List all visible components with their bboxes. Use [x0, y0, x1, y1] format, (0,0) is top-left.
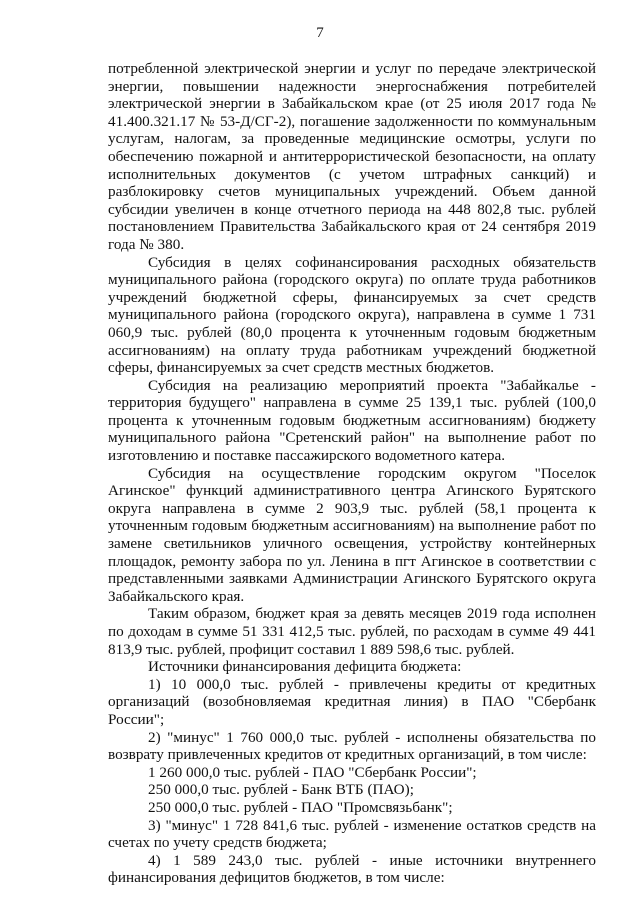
document-body	[108, 60, 596, 887]
list-item-credits-repaid: 2) "минус" 1 760 000,0 тыс. рублей - исполнены обязательства по возврату привлеченных кредитов от кредитных организаций, в том числе:	[108, 728, 596, 764]
paragraph-subsidy-energy: потребленной электрической энергии и услуг по передаче электрической энергии, повышении надежности энергоснабжения потребителей электрической энергии в Забайкальском крае (от 25 июля 2017 года № 41.400.321.17 № 53-Д/СГ-2), погашение задолженности по коммунальным услугам, налогам, за проведенные медицинские осмотры, услуги по обеспечению пожарной и антитеррористической безопасности, на оплату исполнительных документов (с учетом штрафных санкций) и разблокировку счетов муниципальных учреждений. Объем данной субсидии увеличен в конце отчетного периода на 448 802,8 тыс. рублей постановлением Правительства Забайкальского края от 24 сентября 2019 года № 380.	[108, 60, 596, 253]
list-subitem-promsvyazbank: 250 000,0 тыс. рублей - ПАО "Промсвязьбанк";	[148, 798, 453, 816]
list-item-balance-change: 3) "минус" 1 728 841,6 тыс. рублей - изменение остатков средств на счетах по учету средств бюджета;	[108, 816, 596, 852]
paragraph-subsidy-aginskoe: Субсидия на осуществление городским округом "Поселок Агинское" функций административного центра Агинского Бурятского округа направлена в сумме 2 903,9 тыс. рублей (58,1 процента к уточненным годовым бюджетным ассигнованиям) на выполнение работ по замене светильников уличного освещения, устройству контейнерных площадок, ремонту забора по ул. Ленина в пгт Агинское в соответствии с представленными заявками Администрации Агинского Бурятского округа Забайкальского края.	[108, 464, 596, 605]
paragraph-budget-summary: Таким образом, бюджет края за девять месяцев 2019 года исполнен по доходам в сумме 51 331 412,5 тыс. рублей, по расходам в сумме 49 441 813,9 тыс. рублей, профицит составил 1 889 598,6 тыс. рублей.	[108, 605, 596, 658]
list-item-credits-attracted: 1) 10 000,0 тыс. рублей - привлечены кредиты от кредитных организаций (возобновляемая кредитная линия) в ПАО "Сбербанк России";	[108, 675, 596, 728]
list-subitem-vtb: 250 000,0 тыс. рублей - Банк ВТБ (ПАО);	[148, 781, 414, 799]
paragraph-subsidy-zabaikalye-project: Субсидия на реализацию мероприятий проекта "Забайкалье - территория будущего" направлена в сумме 25 139,1 тыс. рублей (100,0 процента к уточненным годовым бюджетным ассигнованиям) бюджету муниципального района "Сретенский район" на выполнение работ по изготовлению и поставке пассажирского водометного катера.	[108, 376, 596, 465]
page-number: 7	[316, 25, 324, 41]
paragraph-subsidy-salaries: Субсидия в целях софинансирования расходных обязательств муниципального района (городского округа) по оплате труда работников учреждений бюджетной сферы, финансируемых за счет средств муниципального района (городского округа), направлена в сумме 1 731 060,9 тыс. рублей (80,0 процента к уточненным годовым бюджетным ассигнованиям) на оплату труда работникам учреждений бюджетной сферы, финансируемых за счет средств местных бюджетов.	[108, 253, 596, 377]
list-subitem-sberbank: 1 260 000,0 тыс. рублей - ПАО "Сбербанк России";	[148, 763, 477, 781]
paragraph-deficit-sources-heading: Источники финансирования дефицита бюджета:	[148, 658, 462, 676]
list-item-other-sources: 4) 1 589 243,0 тыс. рублей - иные источники внутреннего финансирования дефицитов бюджетов, в том числе:	[108, 851, 596, 887]
